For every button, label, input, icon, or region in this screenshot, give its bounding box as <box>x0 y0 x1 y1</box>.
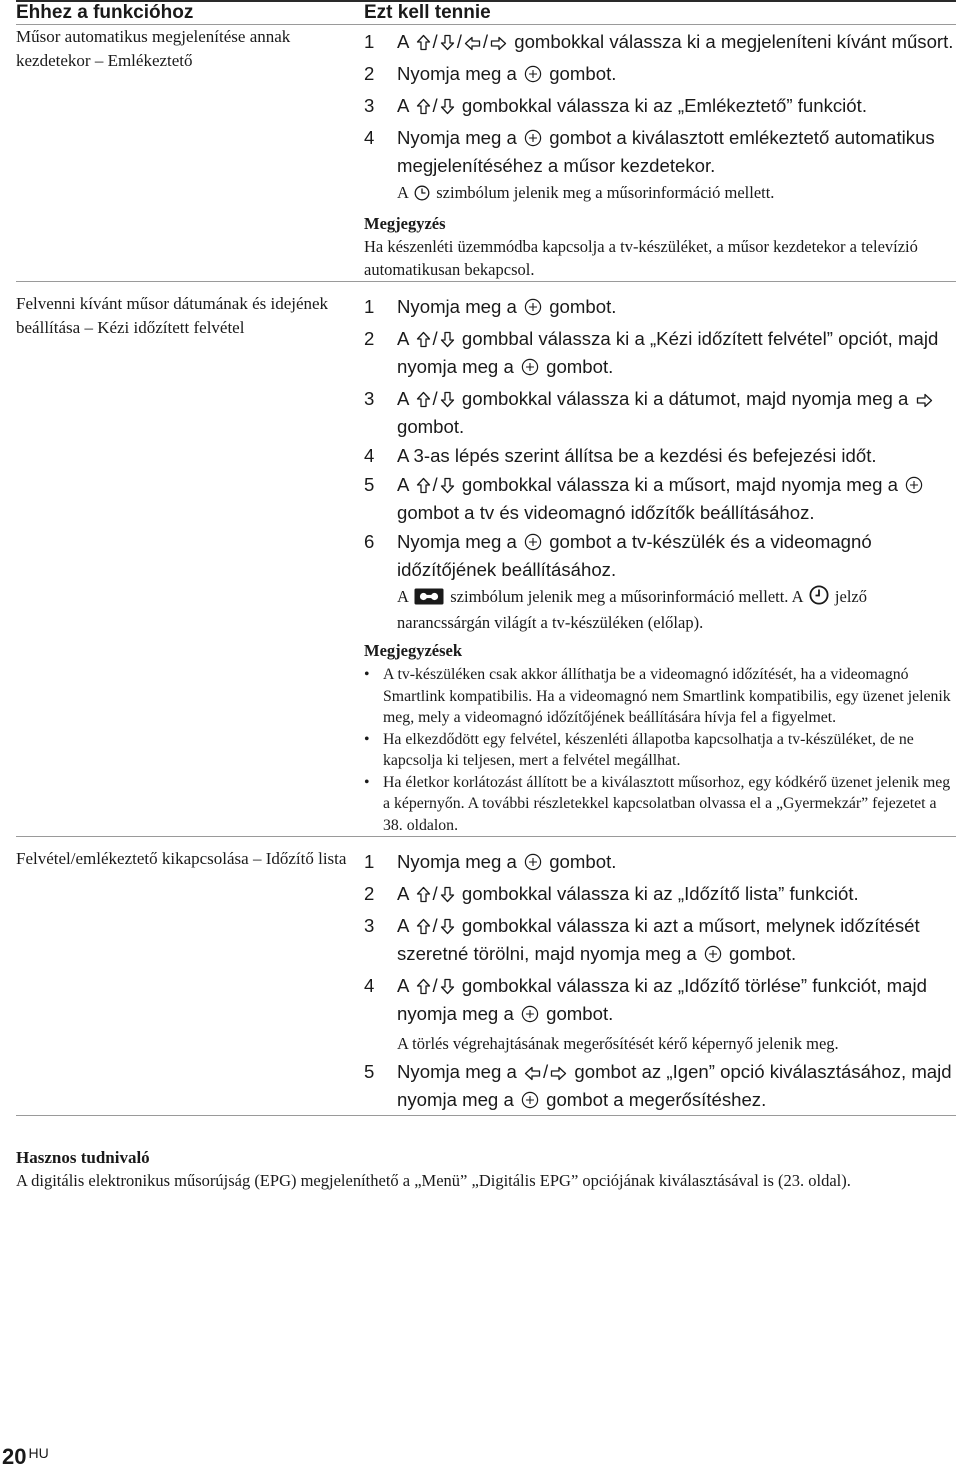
text-run: gombot. <box>544 63 617 84</box>
ok-button-icon <box>524 532 542 557</box>
steps-cell <box>364 25 956 282</box>
step-number: 5 <box>364 474 375 495</box>
ok-button-icon <box>905 475 923 500</box>
function-label: Felvenni kívánt műsor dátumának és idejének beállítása – Kézi időzített felvétel <box>16 282 364 837</box>
step <box>364 29 956 57</box>
text-run: szimbólum jelenik meg a műsorinformáció mellett. A <box>446 587 807 606</box>
step <box>364 1059 956 1115</box>
text-run: A <box>397 388 414 409</box>
text-run: gombokkal válassza ki az „Emlékeztető” funkciót. <box>456 95 867 116</box>
step-number: 5 <box>364 1061 375 1082</box>
left-arrow-icon <box>524 1062 541 1087</box>
step-number: 2 <box>364 328 375 349</box>
text-run: A <box>397 328 414 349</box>
text-run: gombot a kiválasztott emlékeztető automatikus megjelenítéséhez a műsor kezdetekor. <box>397 127 935 176</box>
step-text <box>397 1059 956 1115</box>
step-text <box>397 973 956 1029</box>
step-number: 2 <box>364 883 375 904</box>
steps-cell <box>364 282 956 837</box>
text-run: A <box>397 587 413 606</box>
header-action: Ezt kell tennie <box>364 1 956 25</box>
up-arrow-icon <box>416 884 431 909</box>
step-number: 1 <box>364 31 375 52</box>
up-arrow-icon <box>416 96 431 121</box>
function-table <box>16 0 956 1116</box>
step <box>364 125 956 178</box>
text-run: / <box>432 95 438 116</box>
text-run: szimbólum jelenik meg a műsorinformáció mellett. <box>432 183 775 202</box>
right-arrow-icon <box>490 32 507 57</box>
step-text <box>397 326 956 382</box>
up-arrow-icon <box>416 916 431 941</box>
down-arrow-icon <box>440 976 455 1001</box>
step-text <box>397 29 956 57</box>
step <box>364 61 956 89</box>
down-arrow-icon <box>440 329 455 354</box>
step <box>364 294 956 322</box>
text-run: gombokkal válassza ki azt a műsort, melynek időzítését szeretné törölni, majd nyomja meg a <box>397 915 920 964</box>
text-run: Nyomja meg a <box>397 127 523 148</box>
page-number <box>2 1444 49 1470</box>
step-number: 1 <box>364 851 375 872</box>
text-run: A <box>397 183 413 202</box>
right-arrow-icon <box>916 389 933 414</box>
step-result <box>364 1032 956 1055</box>
function-label: Felvétel/emlékeztető kikapcsolása – Időzítő lista <box>16 837 364 1116</box>
text-run: gombot. <box>540 1003 614 1024</box>
step <box>364 849 956 877</box>
up-arrow-icon <box>416 976 431 1001</box>
notes-list <box>364 664 956 836</box>
ok-button-icon <box>524 852 542 877</box>
left-arrow-icon <box>464 32 481 57</box>
ok-button-icon <box>524 128 542 153</box>
text-run: gombokkal válassza ki az „Időzítő lista” funkciót. <box>456 883 859 904</box>
right-arrow-icon <box>550 1062 567 1087</box>
down-arrow-icon <box>440 96 455 121</box>
step-number: 3 <box>364 95 375 116</box>
useful-info-heading: Hasznos tudnivaló <box>16 1148 150 1167</box>
text-run: jelző narancssárgán világít a tv-készüléken (előlap). <box>397 587 867 632</box>
text-run: / <box>543 1061 549 1082</box>
up-arrow-icon <box>416 389 431 414</box>
step-text <box>397 294 956 322</box>
text-run: gombokkal válassza ki a műsort, majd nyomja meg a <box>456 474 904 495</box>
down-arrow-icon <box>440 884 455 909</box>
function-label: Műsor automatikus megjelenítése annak kezdetekor – Emlékeztető <box>16 25 364 282</box>
step-result <box>364 585 956 634</box>
step-list <box>364 849 956 1115</box>
down-arrow-icon <box>440 32 455 57</box>
text-run: A <box>397 975 414 996</box>
step-text <box>397 472 956 525</box>
ok-button-icon <box>524 297 542 322</box>
text-run: Nyomja meg a <box>397 63 523 84</box>
text-run: / <box>432 915 438 936</box>
text-run: Nyomja meg a <box>397 851 523 872</box>
step <box>364 529 956 582</box>
ok-button-icon <box>521 1004 539 1029</box>
note-item: • Ha elkezdődött egy felvétel, készenléti állapotba kapcsolhatja a tv-készüléket, de ne kapcsolja ki teljesen, mert a felvétel megállhat. <box>364 729 956 772</box>
text-run: / <box>432 474 438 495</box>
text-run: A <box>397 915 414 936</box>
clock-icon <box>414 184 430 207</box>
step-number: 6 <box>364 531 375 552</box>
step <box>364 326 956 382</box>
text-run: Nyomja meg a <box>397 531 523 552</box>
text-run: / <box>432 328 438 349</box>
text-run: gombot. <box>397 416 465 437</box>
step <box>364 443 956 468</box>
step-text <box>397 881 956 909</box>
down-arrow-icon <box>440 916 455 941</box>
text-run: / <box>432 883 438 904</box>
step-number: 2 <box>364 63 375 84</box>
text-run: / <box>432 31 438 52</box>
table-header <box>16 1 956 25</box>
section-reminder <box>16 25 956 282</box>
text-run: gombokkal válassza ki az „Időzítő törlése” funkciót, majd nyomja meg a <box>397 975 927 1024</box>
step <box>364 472 956 525</box>
text-run: A <box>397 883 414 904</box>
step-text <box>397 93 956 121</box>
notes-heading: Megjegyzések <box>364 641 463 660</box>
ok-button-icon <box>704 944 722 969</box>
step-list <box>364 29 956 207</box>
step <box>364 93 956 121</box>
step-text <box>397 125 956 178</box>
step <box>364 913 956 969</box>
page-language: HU <box>28 1445 49 1461</box>
step-text <box>397 913 956 969</box>
step <box>364 973 956 1029</box>
header-function: Ehhez a funkcióhoz <box>16 1 364 25</box>
text-run: gombokkal válassza ki a megjeleníteni kívánt műsort. <box>509 31 954 52</box>
text-run: A 3-as lépés szerint állítsa be a kezdési és befejezési időt. <box>397 445 877 466</box>
text-run: A <box>397 31 414 52</box>
text-run: gombot. <box>540 356 614 377</box>
step-text <box>397 386 956 439</box>
step-text <box>397 443 956 468</box>
ok-button-icon <box>521 1090 539 1115</box>
step-text <box>397 61 956 89</box>
step-number: 4 <box>364 975 375 996</box>
up-arrow-icon <box>416 32 431 57</box>
text-run: / <box>432 975 438 996</box>
text-run: / <box>482 31 489 52</box>
step-result <box>364 181 956 207</box>
text-run: Nyomja meg a <box>397 1061 523 1082</box>
text-run: A <box>397 474 414 495</box>
text-run: A <box>397 95 414 116</box>
step-number: 1 <box>364 296 375 317</box>
note-item: • Ha életkor korlátozást állított be a kiválasztott műsorhoz, egy kódkérő üzenet jelenik meg a képernyőn. A további részletekkel kapcsolatban olvassa el a „Gyermekzár” fejezetet a 38. oldalon. <box>364 772 956 837</box>
step-text <box>397 849 956 877</box>
step-number: 3 <box>364 388 375 409</box>
useful-info-text: A digitális elektronikus műsorújság (EPG) megjeleníthető a „Menü” „Digitális EPG” opciójának kiválasztásával is (23. oldal). <box>16 1171 851 1190</box>
text-run: gombot. <box>544 851 617 872</box>
timer-indicator-icon <box>809 585 829 611</box>
page-number-value: 20 <box>2 1444 27 1469</box>
text-run: / <box>456 31 462 52</box>
step <box>364 881 956 909</box>
section-manual-timer <box>16 282 956 837</box>
step <box>364 386 956 439</box>
text-run: / <box>432 388 438 409</box>
ok-button-icon <box>524 64 542 89</box>
down-arrow-icon <box>440 475 455 500</box>
text-run: gombbal válassza ki a „Kézi időzített felvétel” opciót, majd nyomja meg a <box>397 328 939 377</box>
ok-button-icon <box>521 357 539 382</box>
step-list <box>364 294 956 634</box>
section-timer-list <box>16 837 956 1116</box>
useful-info <box>16 1146 956 1192</box>
text-run: A törlés végrehajtásának megerősítését kérő képernyő jelenik meg. <box>397 1034 839 1053</box>
text-run: gombot a tv-készülék és a videomagnó időzítőjének beállításához. <box>397 531 872 580</box>
step-text <box>397 529 956 582</box>
up-arrow-icon <box>416 475 431 500</box>
text-run: Nyomja meg a <box>397 296 523 317</box>
page <box>16 0 956 1116</box>
text-run: gombot. <box>544 296 617 317</box>
text-run: gombokkal válassza ki a dátumot, majd nyomja meg a <box>456 388 914 409</box>
text-run: gombot. <box>723 943 797 964</box>
note-text: Ha készenléti üzemmódba kapcsolja a tv-készüléket, a műsor kezdetekor a televízió automatikusan bekapcsol. <box>364 237 918 279</box>
text-run: gombot a tv és videomagnó időzítők beállításához. <box>397 502 815 523</box>
up-arrow-icon <box>416 329 431 354</box>
note-item: • A tv-készüléken csak akkor állíthatja be a videomagnó időzítését, ha a videomagnó Smartlink kompatibilis. Ha a videomagnó nem Smartlink kompatibilis, egy üzenet jelenik meg, mely a videomagnó időzítőjének beállítására hívja fel a figyelmet. <box>364 664 956 729</box>
down-arrow-icon <box>440 389 455 414</box>
text-run: gombot az „Igen” opció kiválasztásához, majd nyomja meg a <box>397 1061 952 1110</box>
text-run: gombot a megerősítéshez. <box>540 1089 767 1110</box>
steps-cell <box>364 837 956 1116</box>
step-number: 4 <box>364 445 375 466</box>
tape-icon <box>414 588 444 611</box>
step-number: 3 <box>364 915 375 936</box>
note-heading: Megjegyzés <box>364 214 446 233</box>
step-number: 4 <box>364 127 375 148</box>
